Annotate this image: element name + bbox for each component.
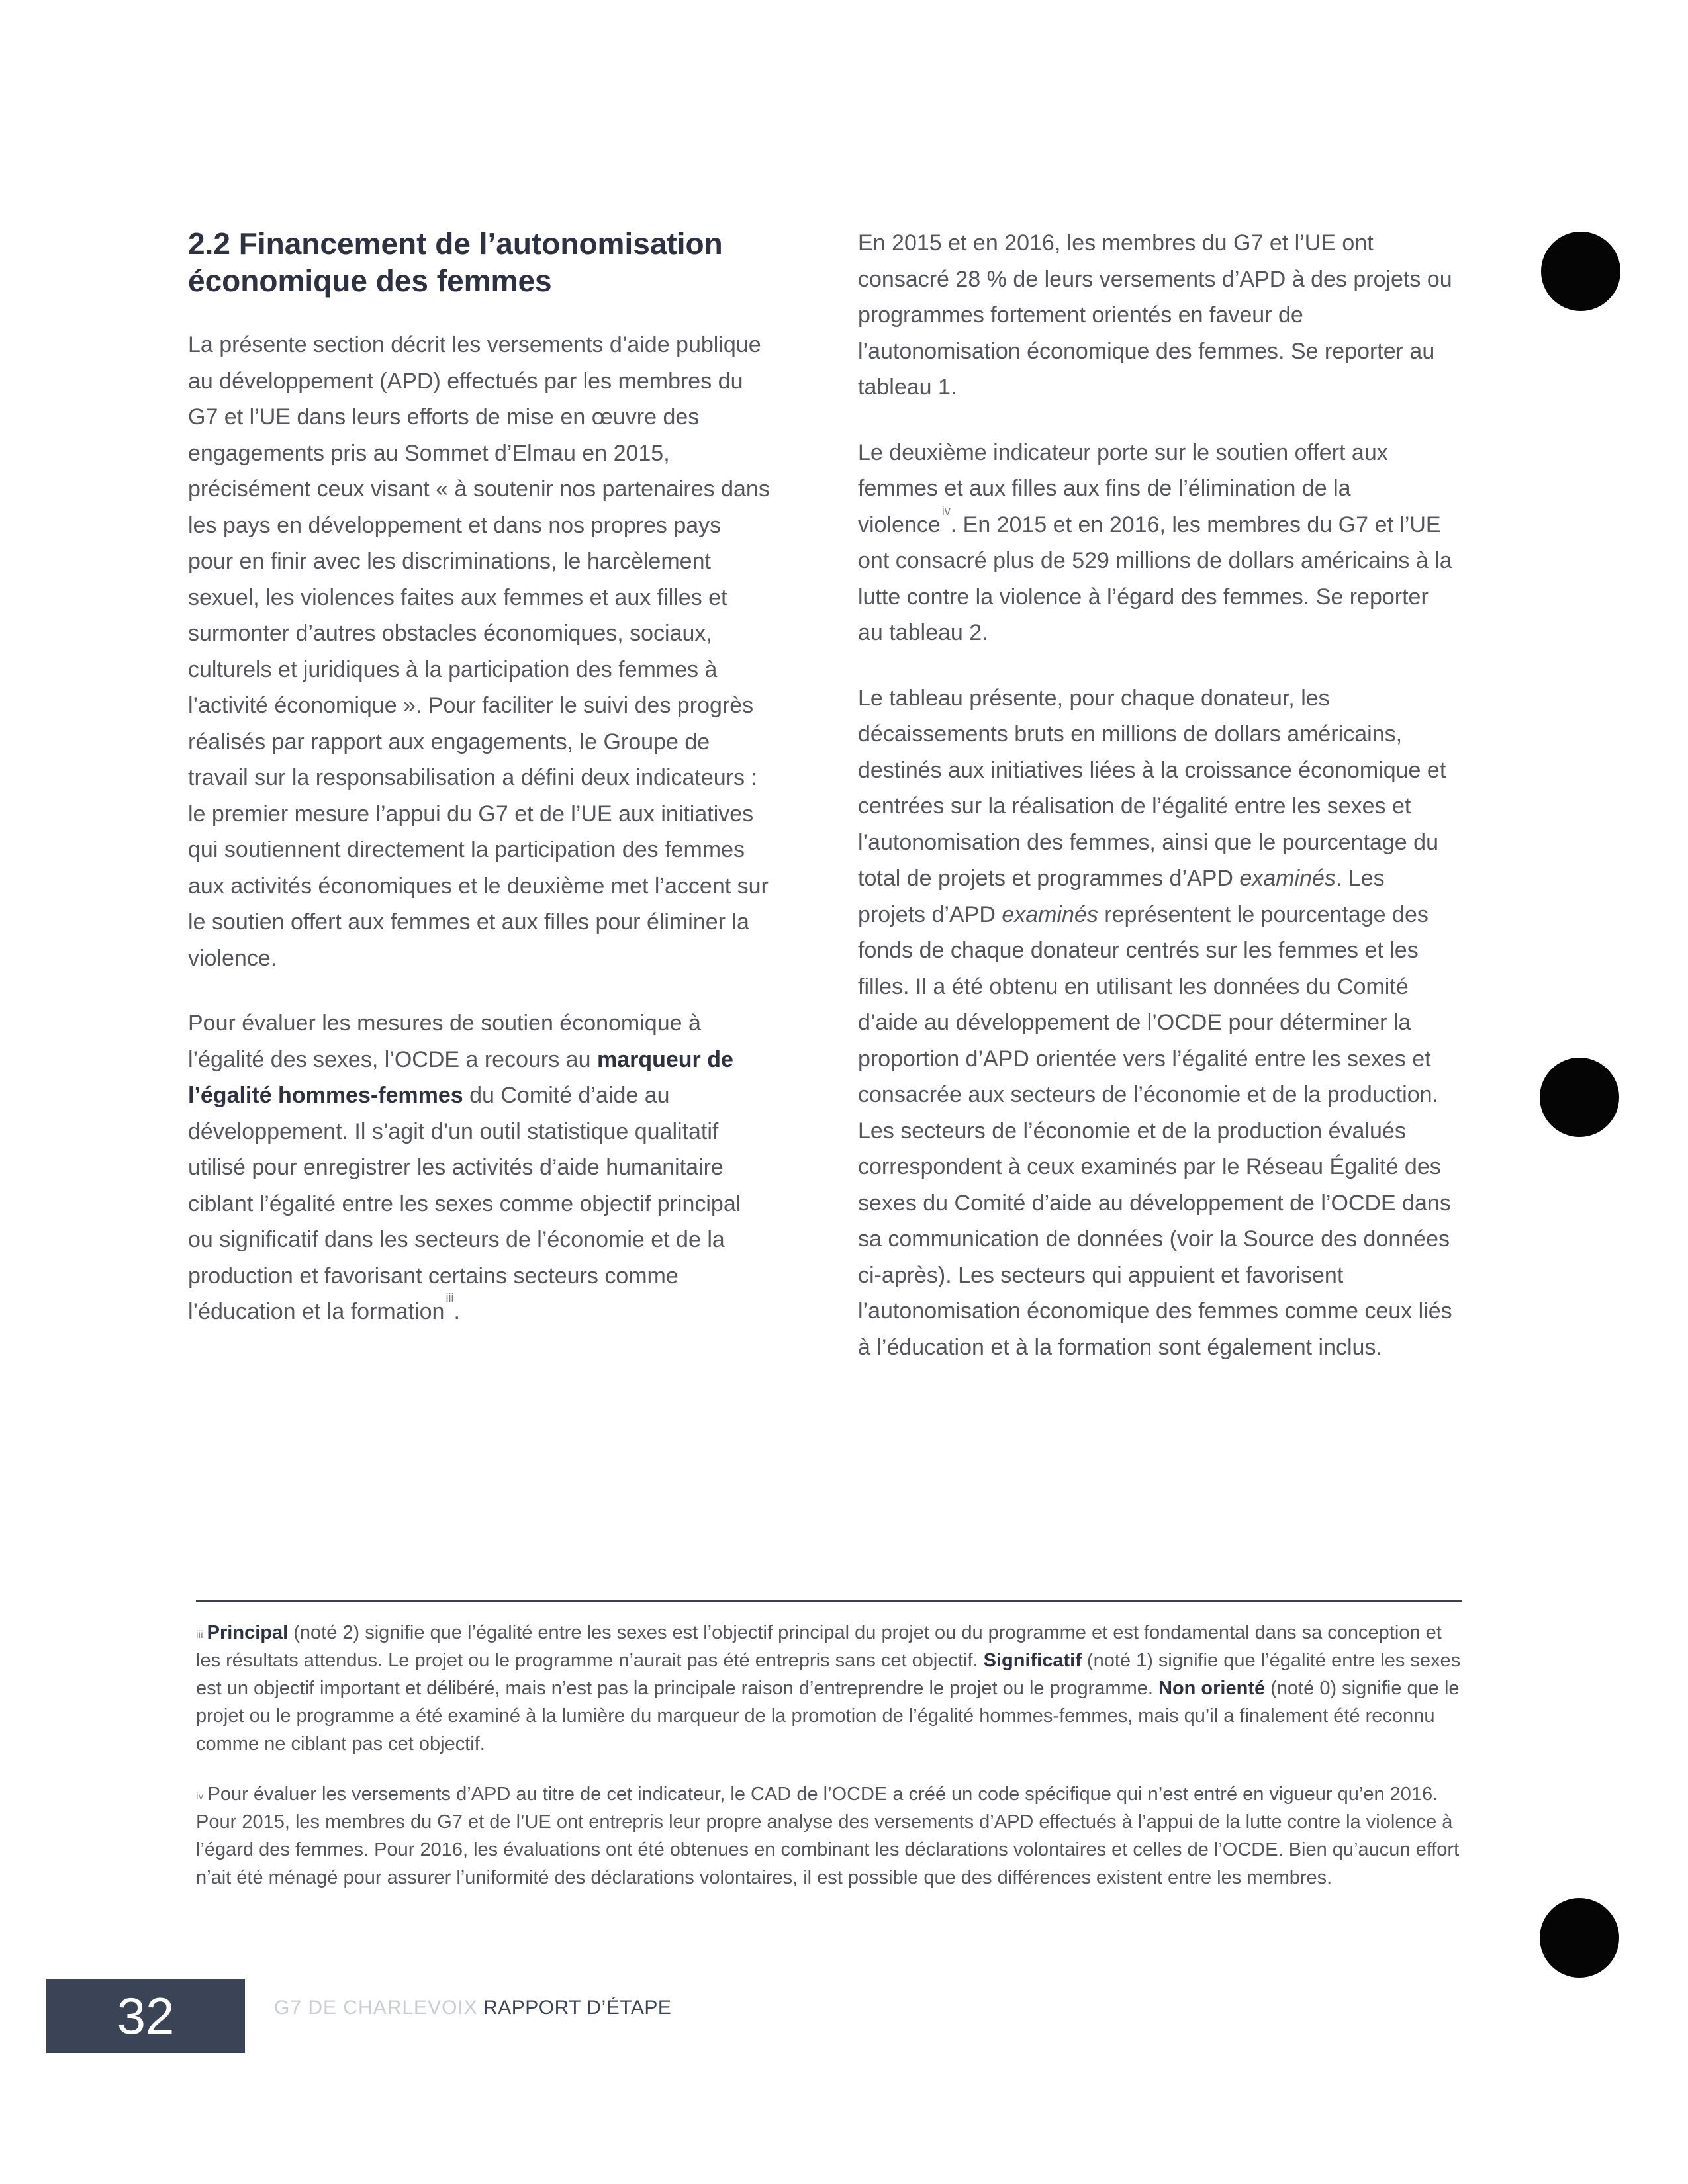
right-paragraph-3-mid: . Les projets d’APD: [858, 866, 1385, 927]
punch-hole-top: [1541, 232, 1620, 311]
running-footer-prefix: G7 DE CHARLEVOIX: [274, 1997, 478, 2019]
examines-term-1: examinés: [1239, 866, 1336, 891]
right-column: [858, 225, 1454, 1394]
left-paragraph-2-end: .: [453, 1299, 460, 1324]
footnote-iii-mark: iii: [196, 1629, 203, 1641]
significatif-term: Significatif: [983, 1650, 1082, 1671]
punch-hole-bottom: [1540, 1898, 1619, 1978]
right-paragraph-3-rest: représentent le pourcentage des fonds de chaque donateur centrés sur les femmes et les filles. Il a été obtenu en utilisant les données du Comité d’aide au développement de l’OCDE pour déterminer la proportion d’APD orientée vers l’égalité entre les sexes et consacrée aux secteurs de l’économie et de la production. Les secteurs de l’économie et de la production évalués correspondent à ceux examinés par le Réseau Égalité des sexes du Comité d’aide au développement de l’OCDE dans sa communication de données (voir la Source des données ci-après). Les secteurs qui appuient et favorisent l’autonomisation économique des femmes comme ceux liés à l’éducation et à la formation sont également inclus.: [858, 901, 1452, 1360]
page-number: 32: [46, 1979, 245, 2053]
running-footer-title: RAPPORT D’ÉTAPE: [483, 1997, 672, 2019]
running-footer: [274, 1995, 671, 2021]
footnote-iv: [196, 1780, 1462, 1891]
right-paragraph-2: [858, 435, 1454, 651]
principal-term: Principal: [207, 1622, 289, 1643]
footnote-iii-text-3: (noté 0) signifie que le projet ou le programme a été examiné à la lumière du marqueur de la promotion de l’égalité hommes-femmes, mais qu’il a finalement été reconnu comme ne ciblant pas cet objectif.: [196, 1678, 1460, 1754]
left-column: [188, 225, 771, 1359]
left-paragraph-2-start: Pour évaluer les mesures de soutien économique à l’égalité des sexes, l’OCDE a recours au: [188, 1011, 701, 1072]
footnote-iii-text-1: (noté 2) signifie que l’égalité entre les sexes est l’objectif principal du projet ou du programme et est fondamental dans sa conception et les résultats attendus. Le projet ou le programme n’aurait pas été entrepris sans cet objectif.: [196, 1622, 1442, 1671]
footnote-divider: [196, 1600, 1462, 1602]
footnotes: [196, 1619, 1462, 1914]
section-title: 2.2 Financement de l’autonomisation économique des femmes: [188, 226, 723, 298]
right-paragraph-3-start: Le tableau présente, pour chaque donateur, les décaissements bruts en millions de dollars américains, destinés aux initiatives liées à la croissance économique et centrées sur la réalisation de l’égalité entre les sexes et l’autonomisation des femmes, ainsi que le pourcentage du total de projets et programmes d’APD: [858, 685, 1446, 891]
right-paragraph-2-start: Le deuxième indicateur porte sur le soutien offert aux femmes et aux filles aux fins de l’élimination de la violence: [858, 439, 1388, 537]
left-paragraph-2-rest: du Comité d’aide au développement. Il s’agit d’un outil statistique qualitatif utilisé pour enregistrer les activités d’aide humanitaire ciblant l’égalité entre les sexes comme objectif principal ou significatif dans les secteurs de l’économie et de la production et favorisant certains secteurs comme l’éducation et la formation: [188, 1083, 741, 1324]
footnote-iv-text: Pour évaluer les versements d’APD au titre de cet indicateur, le CAD de l’OCDE a créé un code spécifique qui n’est entré en vigueur qu’en 2016. Pour 2015, les membres du G7 et de l’UE ont entrepris leur propre analyse des versements d’APD effectués à l’appui de la lutte contre la violence à l’égard des femmes. Pour 2016, les évaluations ont été obtenues en combinant les déclarations volontaires et celles de l’OCDE. Bien qu’aucun effort n’ait été ménagé pour assurer l’uniformité des déclarations volontaires, il est possible que des différences existent entre les membres.: [196, 1784, 1460, 1888]
right-paragraph-1: En 2015 et en 2016, les membres du G7 et l’UE ont consacré 28 % de leurs versements d’APD à des projets ou programmes fortement orientés en faveur de l’autonomisation économique des femmes. Se reporter au tableau 1.: [858, 230, 1452, 400]
footnote-ref-iv[interactable]: iv: [941, 504, 951, 518]
left-paragraph-1: La présente section décrit les versements d’aide publique au développement (APD) effectués par les membres du G7 et l’UE dans leurs efforts de mise en œuvre des engagements pris au Sommet d’Elmau en 2015, précisément ceux visant « à soutenir nos partenaires dans les pays en développement et dans nos propres pays pour en finir avec les discriminations, le harcèlement sexuel, les violences faites aux femmes et aux filles et surmonter d’autres obstacles économiques, sociaux, culturels et juridiques à la participation des femmes à l’activité économique ». Pour faciliter le suivi des progrès réalisés par rapport aux engagements, le Groupe de travail sur la responsabilisation a défini deux indicateurs : le premier mesure l’appui du G7 et de l’UE aux initiatives qui soutiennent directement la participation des femmes aux activités économiques et le deuxième met l’accent sur le soutien offert aux femmes et aux filles pour éliminer la violence.: [188, 332, 770, 971]
footnote-iii-text-2: (noté 1) signifie que l’égalité entre les sexes est un objectif important et délibéré, mais n’est pas la principale raison d’entreprendre le projet ou le programme.: [196, 1650, 1461, 1699]
gender-marker-term: marqueur de l’égalité hommes-femmes: [188, 1046, 733, 1108]
footnote-ref-iii[interactable]: iii: [445, 1291, 454, 1304]
examines-term-2: examinés: [1002, 901, 1098, 927]
footnote-iii: [196, 1619, 1462, 1758]
right-paragraph-3: [858, 680, 1454, 1366]
punch-hole-middle: [1540, 1058, 1619, 1137]
right-paragraph-2-rest: . En 2015 et en 2016, les membres du G7 et l’UE ont consacré plus de 529 millions de dollars américains à la lutte contre la violence à l’égard des femmes. Se reporter au tableau 2.: [858, 512, 1452, 645]
footnote-iv-mark: iv: [196, 1791, 204, 1802]
non-oriente-term: Non orienté: [1158, 1678, 1266, 1699]
left-paragraph-2: [188, 1005, 771, 1330]
